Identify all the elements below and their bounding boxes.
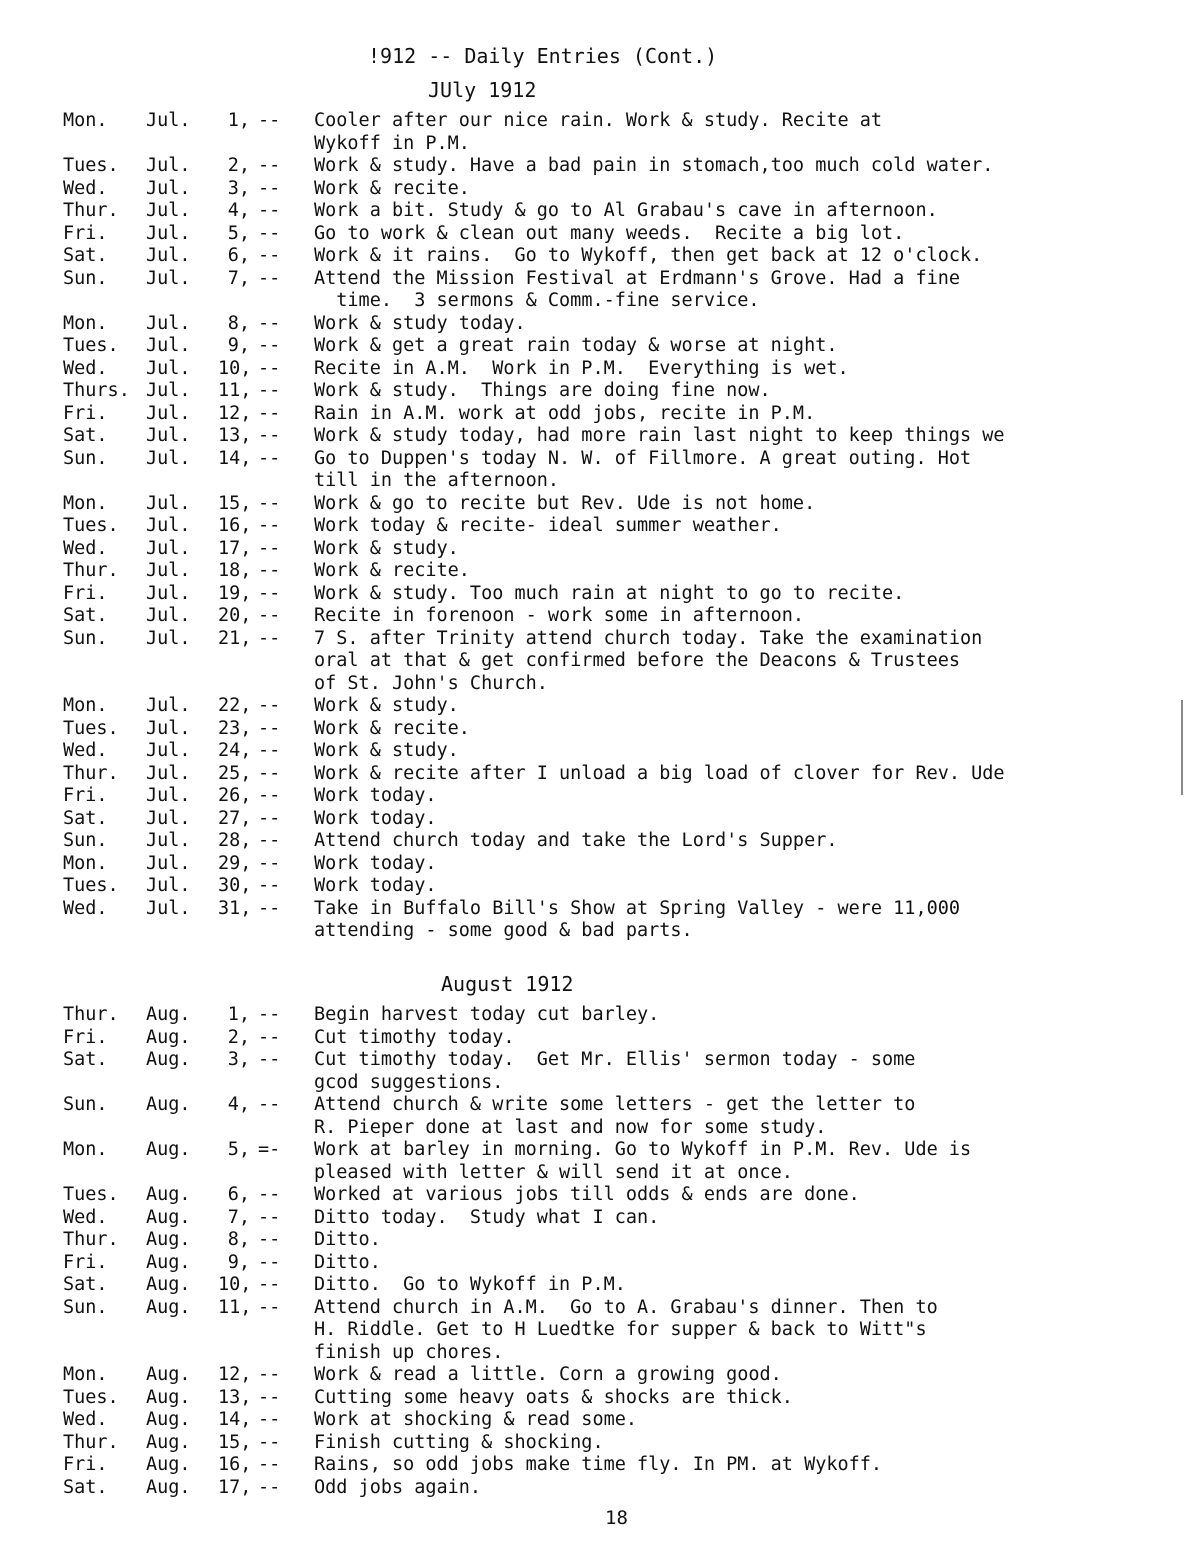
entry-separator: --	[258, 1251, 281, 1273]
entry-text: Recite in forenoon - work some in afternoon.	[314, 605, 805, 626]
entry-text: Cutting some heavy oats & shocks are thick.	[314, 1386, 793, 1408]
entry-text: Work & recite.	[314, 560, 470, 581]
entry-date: 27,	[218, 807, 252, 829]
diary-entry	[63, 1432, 1189, 1455]
entry-day: Mon.	[63, 695, 108, 716]
entry-date: 29,	[218, 852, 252, 874]
entry-month: Jul.	[146, 537, 191, 559]
entry-text: Worked at various jobs till odds & ends are done.	[314, 1184, 860, 1205]
entry-day: Thur.	[63, 1431, 119, 1453]
entry-month: Jul.	[146, 627, 191, 649]
diary-entry	[63, 808, 1189, 831]
entry-month: Jul.	[146, 492, 191, 514]
diary-entry	[63, 875, 1189, 898]
entries-august	[63, 1004, 1189, 1499]
entry-separator: --	[258, 380, 281, 401]
entry-separator: --	[258, 155, 281, 176]
entry-date: 13,	[218, 425, 252, 446]
diary-entry	[63, 313, 1189, 336]
entry-text: Work at barley in morning. Go to Wykoff in P.M. Rev. Ude is pleased with letter & will send it at once.	[314, 1139, 972, 1183]
entry-month: Aug.	[146, 1251, 191, 1273]
entry-separator: --	[258, 222, 281, 244]
entry-month: Jul.	[146, 110, 191, 131]
entry-month: Aug.	[146, 1431, 191, 1453]
diary-entry	[63, 178, 1189, 201]
entry-day: Sat.	[63, 1476, 108, 1498]
entry-date: 14,	[218, 1409, 252, 1430]
entry-day: Sat.	[63, 245, 108, 266]
entry-text: Attend church in A.M. Go to A. Grabau's dinner. Then to H. Riddle. Get to H Luedtke for supper & back to Witt"s finish up chores.	[314, 1296, 938, 1363]
diary-entry	[63, 560, 1189, 583]
entry-separator: --	[258, 267, 281, 289]
entry-text: Attend the Mission Festival at Erdmann's Grove. Had a fine time. 3 sermons & Comm.-fine service.	[314, 267, 961, 311]
entry-month: Aug.	[146, 1049, 191, 1070]
entry-text: Ditto today. Study what I can.	[314, 1206, 660, 1228]
entry-month: Aug.	[146, 1454, 191, 1475]
entry-day: Thurs.	[63, 380, 130, 401]
entry-date: 17,	[218, 1476, 252, 1498]
entry-month: Jul.	[146, 785, 191, 806]
entry-day: Mon.	[63, 1364, 108, 1385]
entry-text: Go to work & clean out many weeds. Recite a big lot.	[314, 222, 905, 244]
entry-date: 2,	[227, 1026, 250, 1048]
entry-month: Aug.	[146, 1274, 191, 1295]
scan-edge-mark	[1181, 700, 1183, 795]
entry-month: Jul.	[146, 830, 191, 851]
entry-text: Work & go to recite but Rev. Ude is not home.	[314, 492, 816, 514]
diary-entry	[63, 583, 1189, 606]
entry-text: Work a bit. Study & go to Al Grabau's cave in afternoon.	[314, 200, 938, 221]
entry-date: 6,	[227, 1184, 250, 1205]
entry-date: 16,	[218, 515, 252, 536]
entry-separator: --	[258, 177, 281, 199]
entry-text: Recite in A.M. Work in P.M. Everything is wet.	[314, 357, 849, 379]
entry-separator: --	[258, 515, 281, 536]
entry-month: Jul.	[146, 200, 191, 221]
diary-entry	[63, 830, 1189, 853]
diary-entry	[63, 1297, 1189, 1365]
entry-text: Work & study today, had more rain last night to keep things we	[314, 425, 1005, 446]
entry-separator: --	[258, 402, 281, 424]
entry-text: Work & recite.	[314, 177, 470, 199]
entry-date: 7,	[227, 267, 250, 289]
diary-entry	[63, 403, 1189, 426]
entry-day: Sat.	[63, 1274, 108, 1295]
entry-month: Jul.	[146, 447, 191, 469]
entry-day: Sun.	[63, 830, 108, 851]
entry-text: Finish cutting & shocking.	[314, 1431, 604, 1453]
entry-month: Aug.	[146, 1026, 191, 1048]
entry-text: Ditto.	[314, 1251, 381, 1273]
entry-separator: --	[258, 762, 281, 784]
entry-separator: --	[258, 740, 281, 761]
entry-day: Thur.	[63, 762, 119, 784]
diary-entry	[63, 1409, 1189, 1432]
entry-date: 31,	[218, 897, 252, 919]
entry-text: Work & study today.	[314, 312, 526, 334]
entry-separator: --	[258, 1004, 281, 1025]
entry-month: Jul.	[146, 267, 191, 289]
entry-separator: --	[258, 1454, 281, 1475]
entry-date: 11,	[218, 1296, 252, 1318]
entry-text: Work today.	[314, 875, 437, 896]
entry-date: 11,	[218, 380, 252, 401]
entry-separator: --	[258, 200, 281, 221]
entry-text: Work & study.	[314, 740, 459, 761]
entry-separator: =-	[258, 1139, 281, 1160]
entry-text: Attend church today and take the Lord's Supper.	[314, 830, 838, 851]
diary-entry	[63, 1004, 1189, 1027]
entry-date: 10,	[218, 1274, 252, 1295]
entry-month: Jul.	[146, 380, 191, 401]
entry-month: Aug.	[146, 1094, 191, 1115]
entry-date: 2,	[227, 155, 250, 176]
diary-entry	[63, 763, 1189, 786]
diary-entry	[63, 515, 1189, 538]
entry-separator: --	[258, 1364, 281, 1385]
entry-date: 18,	[218, 560, 252, 581]
diary-entry	[63, 200, 1189, 223]
entry-separator: --	[258, 245, 281, 266]
entry-date: 15,	[218, 492, 252, 514]
entry-day: Sat.	[63, 605, 108, 626]
entry-text: Cut timothy today. Get Mr. Ellis' sermon today - some gcod suggestions.	[314, 1049, 916, 1093]
diary-entry	[63, 853, 1189, 876]
entry-separator: --	[258, 357, 281, 379]
entry-day: Thur.	[63, 560, 119, 581]
entry-text: Work today & recite- ideal summer weather.	[314, 515, 782, 536]
entry-text: Ditto. Go to Wykoff in P.M.	[314, 1274, 626, 1295]
entry-day: Fri.	[63, 1454, 108, 1475]
entry-separator: --	[258, 1026, 281, 1048]
entry-month: Jul.	[146, 852, 191, 874]
entry-day: Fri.	[63, 222, 108, 244]
diary-entry	[63, 335, 1189, 358]
entry-month: Jul.	[146, 335, 191, 356]
diary-entry	[63, 1252, 1189, 1275]
entry-day: Thur.	[63, 1229, 119, 1250]
entry-date: 1,	[227, 1004, 250, 1025]
entry-day: Sat.	[63, 1049, 108, 1070]
entry-day: Thur.	[63, 200, 119, 221]
entry-month: Jul.	[146, 740, 191, 761]
entry-date: 22,	[218, 695, 252, 716]
entry-separator: --	[258, 717, 281, 739]
entry-date: 19,	[218, 582, 252, 604]
entry-month: Aug.	[146, 1476, 191, 1498]
entry-day: Fri.	[63, 1026, 108, 1048]
entry-separator: --	[258, 605, 281, 626]
entry-day: Fri.	[63, 785, 108, 806]
diary-entry	[63, 1454, 1189, 1477]
entries-july	[63, 110, 1189, 943]
entry-separator: --	[258, 1476, 281, 1498]
entry-date: 16,	[218, 1454, 252, 1475]
diary-entry	[63, 785, 1189, 808]
entry-text: Rain in A.M. work at odd jobs, recite in P.M.	[314, 402, 816, 424]
entry-day: Sun.	[63, 1296, 108, 1318]
entry-date: 6,	[227, 245, 250, 266]
entry-text: Work & recite.	[314, 717, 470, 739]
entry-day: Mon.	[63, 312, 108, 334]
entry-separator: --	[258, 875, 281, 896]
entry-day: Wed.	[63, 1206, 108, 1228]
entry-month: Aug.	[146, 1409, 191, 1430]
entry-date: 9,	[227, 335, 250, 356]
entry-month: Aug.	[146, 1004, 191, 1025]
entry-text: Work today.	[314, 785, 437, 806]
entry-day: Wed.	[63, 897, 108, 919]
diary-entry	[63, 1049, 1189, 1094]
entry-separator: --	[258, 852, 281, 874]
entry-month: Jul.	[146, 807, 191, 829]
entry-day: Sun.	[63, 267, 108, 289]
entry-text: Work today.	[314, 807, 437, 829]
entry-text: Rains, so odd jobs make time fly. In PM. at Wykoff.	[314, 1454, 883, 1475]
entry-text: Cut timothy today.	[314, 1026, 515, 1048]
entry-month: Aug.	[146, 1229, 191, 1250]
diary-entry	[63, 380, 1189, 403]
entry-date: 21,	[218, 627, 252, 649]
entry-separator: --	[258, 1229, 281, 1250]
entry-date: 4,	[227, 200, 250, 221]
entry-day: Mon.	[63, 110, 108, 131]
entry-month: Aug.	[146, 1139, 191, 1160]
entry-separator: --	[258, 1296, 281, 1318]
entry-day: Mon.	[63, 852, 108, 874]
entry-date: 4,	[227, 1094, 250, 1115]
entry-date: 8,	[227, 1229, 250, 1250]
entry-month: Aug.	[146, 1296, 191, 1318]
entry-text: Work today.	[314, 852, 437, 874]
entry-month: Aug.	[146, 1364, 191, 1385]
entry-date: 3,	[227, 177, 250, 199]
entry-day: Tues.	[63, 335, 119, 356]
diary-entry	[63, 1364, 1189, 1387]
entry-day: Fri.	[63, 402, 108, 424]
entry-day: Sun.	[63, 447, 108, 469]
entry-separator: --	[258, 425, 281, 446]
entry-date: 7,	[227, 1206, 250, 1228]
entry-separator: --	[258, 110, 281, 131]
entry-date: 3,	[227, 1049, 250, 1070]
diary-entry	[63, 223, 1189, 246]
entry-text: Work & study.	[314, 537, 459, 559]
entry-separator: --	[258, 1206, 281, 1228]
entry-date: 5,	[227, 1139, 250, 1160]
diary-entry	[63, 1477, 1189, 1500]
diary-entry	[63, 1184, 1189, 1207]
entry-date: 28,	[218, 830, 252, 851]
entry-separator: --	[258, 627, 281, 649]
diary-entry	[63, 358, 1189, 381]
entry-day: Mon.	[63, 492, 108, 514]
entry-separator: --	[258, 1386, 281, 1408]
entry-day: Wed.	[63, 177, 108, 199]
entry-separator: --	[258, 897, 281, 919]
entry-day: Tues.	[63, 717, 119, 739]
diary-entry	[63, 1207, 1189, 1230]
entry-day: Sat.	[63, 807, 108, 829]
entry-month: Jul.	[146, 605, 191, 626]
entry-date: 9,	[227, 1251, 250, 1273]
entry-day: Fri.	[63, 582, 108, 604]
entry-date: 12,	[218, 1364, 252, 1385]
entry-date: 23,	[218, 717, 252, 739]
diary-entry	[63, 1274, 1189, 1297]
entry-month: Jul.	[146, 875, 191, 896]
entry-separator: --	[258, 695, 281, 716]
entry-separator: --	[258, 1094, 281, 1115]
entry-separator: --	[258, 312, 281, 334]
entry-month: Jul.	[146, 695, 191, 716]
entry-text: Work at shocking & read some.	[314, 1409, 638, 1430]
entry-month: Jul.	[146, 717, 191, 739]
entry-date: 1,	[227, 110, 250, 131]
entry-separator: --	[258, 1409, 281, 1430]
entry-day: Tues.	[63, 875, 119, 896]
entry-month: Jul.	[146, 897, 191, 919]
entry-month: Jul.	[146, 155, 191, 176]
entry-text: Work & it rains. Go to Wykoff, then get back at 12 o'clock.	[314, 245, 983, 266]
diary-entry	[63, 1027, 1189, 1050]
entry-separator: --	[258, 1184, 281, 1205]
entry-day: Wed.	[63, 1409, 108, 1430]
diary-entry	[63, 425, 1189, 448]
entry-date: 15,	[218, 1431, 252, 1453]
entry-day: Sat.	[63, 425, 108, 446]
entry-date: 14,	[218, 447, 252, 469]
month-heading-august: August 1912	[441, 972, 574, 996]
month-heading-july: JUly 1912	[428, 78, 537, 102]
entry-month: Jul.	[146, 425, 191, 446]
entry-date: 12,	[218, 402, 252, 424]
entry-date: 10,	[218, 357, 252, 379]
entry-text: Work & study. Too much rain at night to go to recite.	[314, 582, 905, 604]
entry-text: Work & get a great rain today & worse at night.	[314, 335, 838, 356]
entry-month: Jul.	[146, 312, 191, 334]
diary-entry	[63, 628, 1189, 696]
diary-entry	[63, 110, 1189, 155]
entry-date: 8,	[227, 312, 250, 334]
entry-date: 24,	[218, 740, 252, 761]
entry-month: Aug.	[146, 1386, 191, 1408]
entry-day: Wed.	[63, 740, 108, 761]
entry-text: Ditto.	[314, 1229, 381, 1250]
entry-text: Take in Buffalo Bill's Show at Spring Valley - were 11,000 attending - some good & bad parts.	[314, 897, 961, 941]
entry-separator: --	[258, 1049, 281, 1070]
diary-entry	[63, 898, 1189, 943]
entry-text: Work & study. Have a bad pain in stomach,too much cold water.	[314, 155, 994, 176]
entry-month: Aug.	[146, 1206, 191, 1228]
entry-day: Fri.	[63, 1251, 108, 1273]
entry-month: Jul.	[146, 515, 191, 536]
entry-separator: --	[258, 785, 281, 806]
entry-month: Aug.	[146, 1184, 191, 1205]
entry-month: Jul.	[146, 177, 191, 199]
entry-date: 25,	[218, 762, 252, 784]
entry-day: Mon.	[63, 1139, 108, 1160]
entry-text: Begin harvest today cut barley.	[314, 1004, 660, 1025]
entry-separator: --	[258, 537, 281, 559]
entry-day: Tues.	[63, 1386, 119, 1408]
diary-entry	[63, 155, 1189, 178]
entry-day: Tues.	[63, 155, 119, 176]
entry-date: 13,	[218, 1386, 252, 1408]
entry-date: 5,	[227, 222, 250, 244]
entry-text: Attend church & write some letters - get the letter to R. Pieper done at last and now for some study.	[314, 1094, 916, 1138]
entry-text: Cooler after our nice rain. Work & study. Recite at Wykoff in P.M.	[314, 110, 883, 154]
diary-entry	[63, 245, 1189, 268]
entry-separator: --	[258, 447, 281, 469]
entry-text: Work & read a little. Corn a growing good.	[314, 1364, 782, 1385]
page-title: !912 -- Daily Entries (Cont.)	[368, 44, 718, 68]
entry-month: Jul.	[146, 245, 191, 266]
entry-separator: --	[258, 807, 281, 829]
entry-text: Work & study.	[314, 695, 459, 716]
entry-day: Wed.	[63, 537, 108, 559]
entry-separator: --	[258, 582, 281, 604]
entry-month: Jul.	[146, 402, 191, 424]
diary-entry	[63, 718, 1189, 741]
entry-separator: --	[258, 560, 281, 581]
diary-entry	[63, 1139, 1189, 1184]
diary-entry	[63, 448, 1189, 493]
entry-day: Thur.	[63, 1004, 119, 1025]
diary-entry	[63, 740, 1189, 763]
entry-date: 26,	[218, 785, 252, 806]
entry-date: 17,	[218, 537, 252, 559]
entry-separator: --	[258, 1431, 281, 1453]
entry-month: Jul.	[146, 357, 191, 379]
entry-date: 20,	[218, 605, 252, 626]
diary-entry	[63, 1387, 1189, 1410]
entry-month: Jul.	[146, 560, 191, 581]
diary-entry	[63, 538, 1189, 561]
entry-separator: --	[258, 335, 281, 356]
entry-day: Tues.	[63, 515, 119, 536]
entry-day: Wed.	[63, 357, 108, 379]
entry-text: Odd jobs again.	[314, 1476, 482, 1498]
entry-date: 30,	[218, 875, 252, 896]
page-number: 18	[605, 1507, 628, 1529]
entry-month: Jul.	[146, 582, 191, 604]
entry-text: Go to Duppen's today N. W. of Fillmore. A great outing. Hot till in the afternoon.	[314, 447, 972, 491]
entry-text: 7 S. after Trinity attend church today. Take the examination oral at that & get confirmed before the Deacons & Trustees of St. John's Church.	[314, 627, 983, 694]
entry-separator: --	[258, 830, 281, 851]
entry-separator: --	[258, 492, 281, 514]
diary-entry	[63, 493, 1189, 516]
diary-entry	[63, 268, 1189, 313]
entry-text: Work & recite after I unload a big load of clover for Rev. Ude	[314, 762, 1005, 784]
diary-entry	[63, 1094, 1189, 1139]
entry-month: Jul.	[146, 762, 191, 784]
entry-month: Jul.	[146, 222, 191, 244]
entry-text: Work & study. Things are doing fine now.	[314, 380, 771, 401]
diary-entry	[63, 1229, 1189, 1252]
entry-separator: --	[258, 1274, 281, 1295]
diary-entry	[63, 695, 1189, 718]
entry-day: Sun.	[63, 627, 108, 649]
diary-entry	[63, 605, 1189, 628]
entry-day: Tues.	[63, 1184, 119, 1205]
entry-day: Sun.	[63, 1094, 108, 1115]
